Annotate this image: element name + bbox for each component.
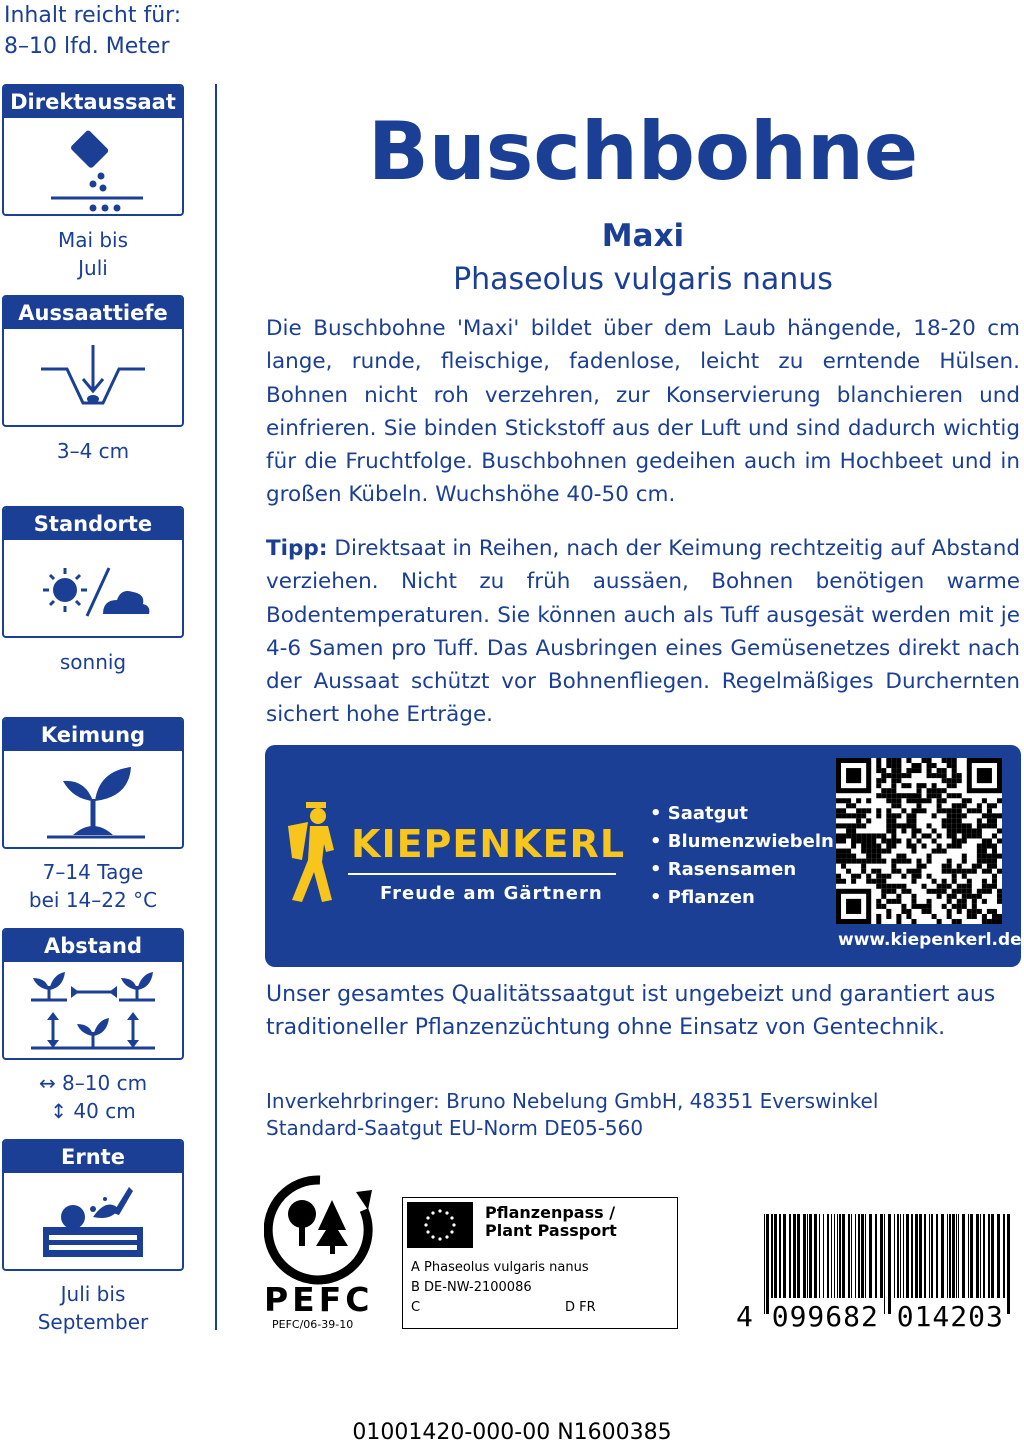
distributor-line: Inverkehrbringer: Bruno Nebelung GmbH, 48351 Everswinkel: [266, 1089, 879, 1113]
passport-field-c: C: [411, 1300, 421, 1315]
card-harvest: [2, 1139, 184, 1271]
list-item: • Blumenzwiebeln: [650, 831, 834, 852]
direct-sowing-caption: [0, 226, 186, 282]
caption-line: ↕ 40 cm: [50, 1099, 136, 1123]
card-direct-sowing: [2, 84, 184, 216]
product-description: Die Buschbohne 'Maxi' bildet über dem Laub hängende, 18-20 cm lange, runde, fleischige, fadenlose, leicht zu erntende Hülsen. Bohnen nicht roh verzehren, zur Konservierung blanchieren und einfrieren. Sie binden Stickstoff aus der Luft und sind dadurch wichtig für die Fruchtfolge. Buschbohnen gedeihen auch im Hochbeet und in großen Kübeln. Wuchshöhe 40-50 cm.: [266, 316, 1020, 508]
plant-passport: [402, 1197, 678, 1329]
tip-label: Tipp:: [266, 536, 328, 561]
location-caption: [0, 648, 186, 676]
card-spacing: [2, 928, 184, 1060]
passport-field-b: B DE-NW-2100086: [411, 1280, 532, 1295]
qr-code-icon[interactable]: [836, 758, 1002, 924]
card-header: Standorte: [4, 508, 182, 540]
passport-field-d: D FR: [565, 1300, 596, 1315]
card-germination: [2, 717, 184, 849]
pefc-label: PEFC: [264, 1280, 374, 1319]
product-latin-name: Phaseolus vulgaris nanus: [453, 262, 833, 297]
pefc-number: PEFC/06-39-10: [272, 1318, 354, 1331]
brand-slogan: Freude am Gärtnern: [380, 883, 603, 904]
harvest-crate-icon: [33, 1177, 153, 1267]
direct-sowing-icon: [33, 122, 153, 212]
card-header: Aussaattiefe: [4, 297, 182, 329]
sun-cloud-icon: [33, 544, 153, 634]
caption-line: 3–4 cm: [56, 439, 130, 463]
plant-spacing-icon: [23, 966, 163, 1056]
content-info-line1: Inhalt reicht für:: [4, 3, 182, 28]
brand-name: KIEPENKERL: [351, 822, 626, 866]
caption-line: Mai bis: [57, 228, 129, 252]
caption-line: ↔ 8–10 cm: [38, 1071, 148, 1095]
passport-field-a: A Phaseolus vulgaris nanus: [411, 1260, 589, 1275]
legal-info: [266, 1088, 878, 1142]
caption-line: 7–14 Tage: [42, 860, 144, 884]
brand-underline: [348, 873, 616, 875]
sidebar-divider: [215, 84, 217, 1330]
germination-caption: [0, 858, 186, 914]
list-item: • Saatgut: [650, 803, 748, 824]
brand-product-list: [650, 800, 834, 912]
website-link[interactable]: www.kiepenkerl.de: [838, 930, 1022, 950]
quality-statement: Unser gesamtes Qualitätssaatgut ist ungebeizt und garantiert aus traditioneller Pflanzenzüchtung ohne Einsatz von Gentechnik.: [266, 982, 996, 1040]
passport-title-line: Plant Passport: [485, 1221, 617, 1240]
card-sowing-depth: [2, 295, 184, 427]
product-title: Buschbohne: [367, 105, 919, 198]
card-header: Abstand: [4, 930, 182, 962]
product-variety: Maxi: [601, 218, 685, 254]
list-item: • Rasensamen: [650, 859, 797, 880]
sowing-depth-caption: [0, 437, 186, 465]
caption-line: Juli bis: [60, 1282, 126, 1306]
content-info-line2: 8–10 lfd. Meter: [4, 34, 170, 59]
tip-text: Direktsaat in Reihen, nach der Keimung rechtzeitig auf Abstand verziehen. Nicht zu früh aussäen, Bohnen benötigen warme Bodentemperaturen. Sie können auch als Tuff ausgesät werden mit je 4-6 Samen pro Tuff. Das Ausbringen eines Gemüsenetzes direkt nach der Aussaat schützt vor Bohnenfliegen. Regelmäßiges Durchernten sichert hohe Erträge.: [266, 536, 1020, 728]
card-header: Direktaussaat: [4, 86, 182, 118]
card-header: Keimung: [4, 719, 182, 751]
sowing-depth-icon: [33, 333, 153, 423]
seedling-icon: [33, 755, 153, 845]
eu-flag-icon: [407, 1202, 473, 1248]
growing-tip: [266, 532, 1020, 732]
caption-line: Juli: [78, 256, 108, 280]
article-number: 01001420-000-00 N1600385: [352, 1420, 672, 1445]
barcode-icon: [760, 1214, 1016, 1314]
harvest-caption: [0, 1280, 186, 1336]
list-item: • Pflanzen: [650, 887, 755, 908]
passport-title: [485, 1204, 617, 1240]
card-location: [2, 506, 184, 638]
caption-line: sonnig: [59, 650, 127, 674]
caption-line: September: [37, 1310, 149, 1334]
standard-line: Standard-Saatgut EU-Norm DE05-560: [266, 1116, 644, 1140]
hiker-logo-icon: [286, 800, 350, 904]
caption-line: bei 14–22 °C: [28, 888, 158, 912]
barcode-number: 4 099682 014203: [736, 1300, 1004, 1333]
card-header: Ernte: [4, 1141, 182, 1173]
content-info: [4, 0, 181, 62]
spacing-caption: [0, 1069, 186, 1125]
passport-title-line: Pflanzenpass /: [485, 1203, 616, 1222]
pefc-logo-icon: [264, 1174, 376, 1290]
